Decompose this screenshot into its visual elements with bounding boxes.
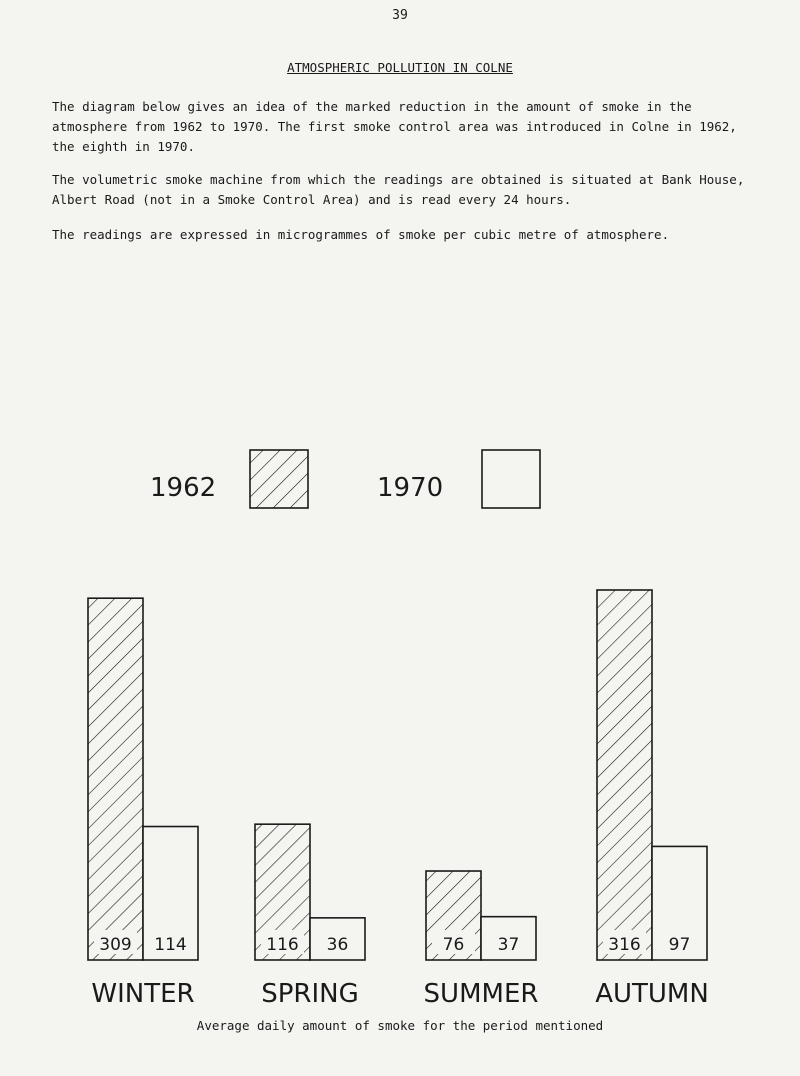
- value-label-winter-1962: 309: [99, 935, 132, 955]
- value-label-autumn-1962: 316: [608, 935, 641, 955]
- legend-swatch-1962: [250, 450, 308, 508]
- value-label-summer-1962: 76: [442, 935, 465, 955]
- legend-swatch-1970: [482, 450, 540, 508]
- bar-autumn-1962: [597, 590, 652, 960]
- value-label-summer-1970: 37: [497, 935, 520, 955]
- category-label-winter: WINTER: [91, 979, 195, 1009]
- intro-paragraph: The diagram below gives an idea of the marked reduction in the amount of smoke in the atmosphere from 1962 to 1970. The first smoke control area was introduced in Colne in 1962, the eighth in 1970.: [52, 99, 737, 154]
- units-paragraph: The readings are expressed in microgrammes of smoke per cubic metre of atmosphere.: [52, 227, 670, 242]
- legend-label-1970: 1970: [377, 473, 444, 503]
- category-label-spring: SPRING: [261, 979, 359, 1009]
- bar-winter-1962: [88, 598, 143, 960]
- page-title: ATMOSPHERIC POLLUTION IN COLNE: [287, 60, 513, 75]
- value-label-spring-1970: 36: [326, 935, 349, 955]
- category-label-autumn: AUTUMN: [595, 979, 709, 1009]
- category-label-summer: SUMMER: [423, 979, 539, 1009]
- machine-paragraph: The volumetric smoke machine from which the readings are obtained is situated at Bank House, Albert Road (not in a Smoke Control Area) and is read every 24 hours.: [52, 172, 745, 207]
- value-label-autumn-1970: 97: [668, 935, 691, 955]
- legend-label-1962: 1962: [150, 473, 217, 503]
- page-number: 39: [392, 8, 408, 23]
- value-label-winter-1970: 114: [154, 935, 187, 955]
- value-label-spring-1962: 116: [266, 935, 299, 955]
- chart-caption: Average daily amount of smoke for the period mentioned: [196, 1018, 604, 1033]
